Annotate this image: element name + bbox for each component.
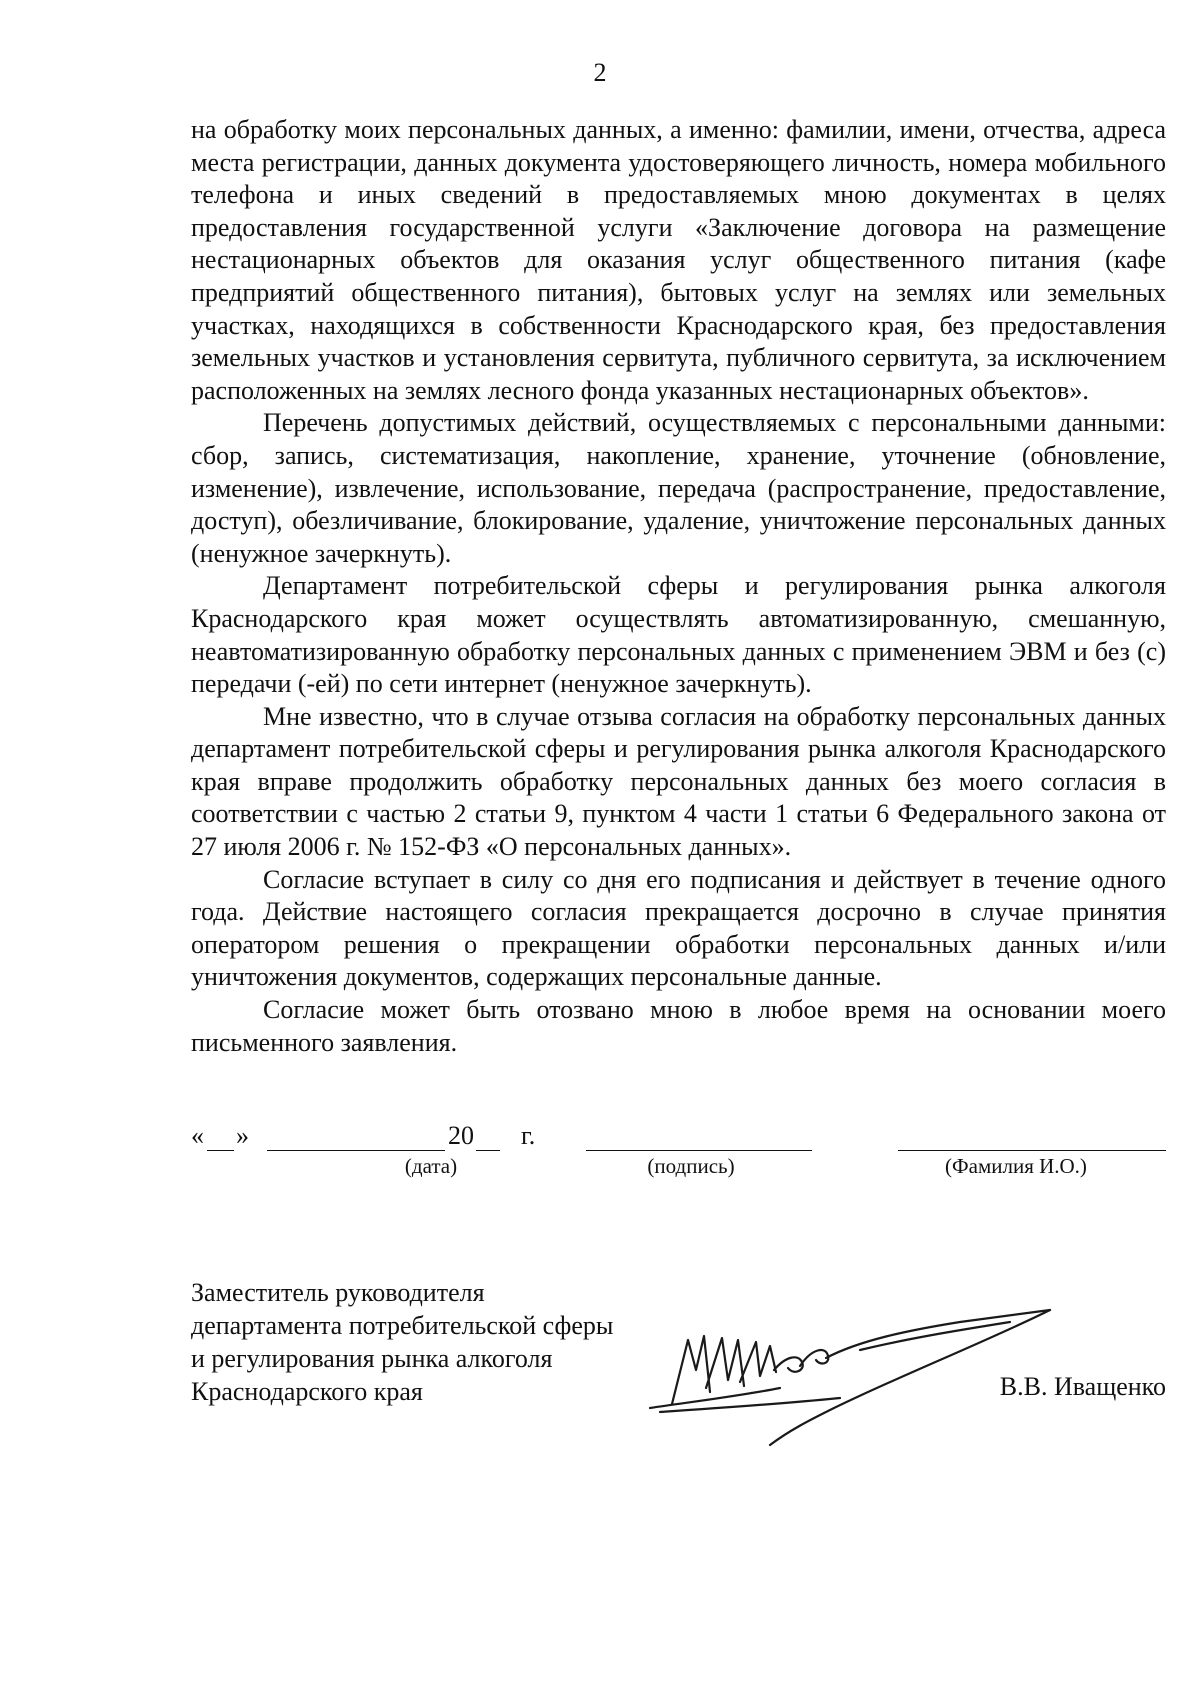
full-name-blank-line[interactable]	[898, 1150, 1166, 1151]
date-signature-row	[191, 1121, 1166, 1191]
signature-caption: (подпись)	[647, 1154, 735, 1178]
paragraph-allowed-actions: Перечень допустимых действий, осуществляемых с персональными данными: сбор, запись, систематизация, накопление, хранение, уточнение (обновление, изменение), извлечение, использование, передача (распространение, предоставление, доступ), обезличивание, блокирование, удаление, уничтожение персональных данных (ненужное зачеркнуть).	[191, 408, 1166, 568]
signatory-name: В.В. Иващенко	[999, 1372, 1166, 1401]
consent-body	[191, 114, 1166, 1059]
day-open-quote: «	[191, 1121, 204, 1150]
signatory-position	[191, 1276, 613, 1408]
position-line: Заместитель руководителя	[191, 1278, 485, 1307]
position-line: и регулирования рынка алкоголя	[191, 1344, 553, 1373]
month-blank-line[interactable]	[267, 1150, 445, 1151]
paragraph-data-scope: на обработку моих персональных данных, а именно: фамилии, имени, отчества, адреса места регистрации, данных документа удостоверяющего личность, номера мобильного телефона и иных сведений в предоставляемых мною документах в целях предоставления государственной услуги «Заключение договора на размещение нестационарных объектов для оказания услуг общественного питания (кафе предприятий общественного питания), бытовых услуг на землях или земельных участках, находящихся в собственности Краснодарского края, без предоставления земельных участков и установления сервитута, публичного сервитута, за исключением расположенных на землях лесного фонда указанных нестационарных объектов».	[191, 115, 1166, 405]
position-line: Краснодарского края	[191, 1377, 423, 1406]
year-suffix: г.	[521, 1121, 536, 1150]
paragraph-validity-period: Согласие вступает в силу со дня его подписания и действует в течение одного года. Действие настоящего согласия прекращается досрочно в случае принятия оператором решения о прекращении обработки персональных данных и/или уничтожения документов, содержащих персональные данные.	[191, 864, 1166, 992]
day-blank-line[interactable]	[207, 1150, 234, 1151]
signature-blank-line[interactable]	[586, 1150, 812, 1151]
day-close-quote: »	[236, 1121, 249, 1150]
position-line: департамента потребительской сферы	[191, 1311, 614, 1340]
date-caption: (дата)	[404, 1154, 458, 1178]
paragraph-withdrawal-consequences: Мне известно, что в случае отзыва согласия на обработку персональных данных департамент потребительской сферы и регулирования рынка алкоголя Краснодарского края вправе продолжить обработку персональных данных без моего согласия в соответствии с частью 2 статьи 9, пунктом 4 части 1 статьи 6 Федерального закона от 27 июля 2006 г. № 152-ФЗ «О персональных данных».	[191, 701, 1166, 862]
page-number: 2	[593, 58, 607, 87]
paragraph-revocation: Согласие может быть отозвано мною в любое время на основании моего письменного заявления.	[191, 995, 1166, 1057]
year-blank-line[interactable]	[476, 1150, 500, 1151]
year-prefix: 20	[448, 1121, 474, 1150]
paragraph-processing-methods: Департамент потребительской сферы и регулирования рынка алкоголя Краснодарского края может осуществлять автоматизированную, смешанную, неавтоматизированную обработку персональных данных с применением ЭВМ и без (с) передачи (-ей) по сети интернет (ненужное зачеркнуть).	[191, 571, 1166, 699]
full-name-caption: (Фамилия И.О.)	[945, 1154, 1087, 1178]
